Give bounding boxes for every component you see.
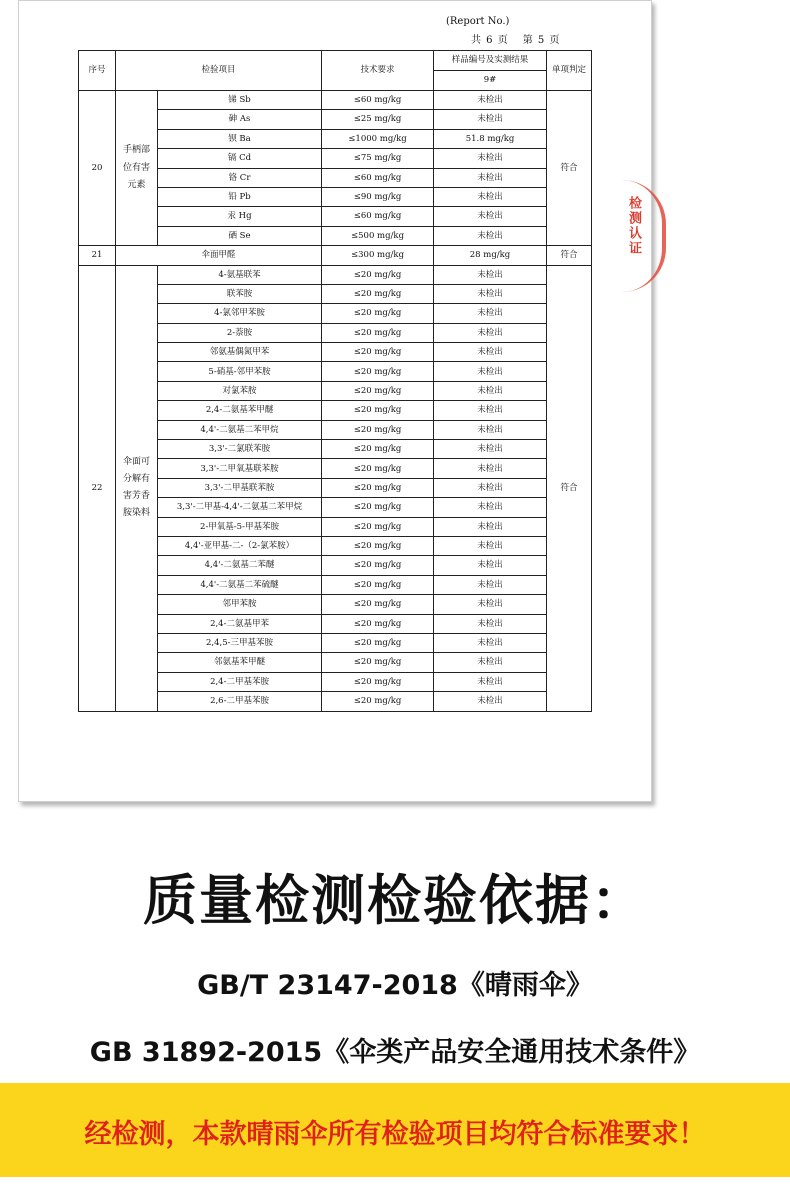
row-result: 未检出 [434, 633, 547, 652]
row-seq: 20 [79, 91, 116, 246]
row-requirement: ≤20 mg/kg [322, 692, 434, 711]
row-requirement: ≤20 mg/kg [322, 556, 434, 575]
standard-1: GB/T 23147-2018《晴雨伞》 [197, 970, 593, 1001]
page-headline: 质量检测检验依据： [143, 869, 647, 932]
row-item: 2-甲氧基-5-甲基苯胺 [158, 517, 322, 536]
row-result: 未检出 [434, 362, 547, 381]
row-item: 邻甲苯胺 [158, 595, 322, 614]
table-row [79, 91, 592, 110]
row-result: 未检出 [434, 653, 547, 672]
row-requirement: ≤20 mg/kg [322, 265, 434, 284]
row-requirement: ≤20 mg/kg [322, 595, 434, 614]
row-requirement: ≤20 mg/kg [322, 323, 434, 342]
inspection-table [78, 50, 592, 712]
row-requirement: ≤20 mg/kg [322, 362, 434, 381]
row-result: 未检出 [434, 556, 547, 575]
row-requirement: ≤60 mg/kg [322, 168, 434, 187]
row-item: 5-硝基-邻甲苯胺 [158, 362, 322, 381]
row-item: 4,4'-亚甲基-二-（2-氯苯胺） [158, 536, 322, 555]
row-item: 对氯苯胺 [158, 381, 322, 400]
row-result: 未检出 [434, 110, 547, 129]
row-requirement: ≤60 mg/kg [322, 91, 434, 110]
row-item: 2,4,5-三甲基苯胺 [158, 633, 322, 652]
row-requirement: ≤20 mg/kg [322, 536, 434, 555]
row-item: 4-氯邻甲苯胺 [158, 304, 322, 323]
row-seq: 22 [79, 265, 116, 711]
row-requirement: ≤20 mg/kg [322, 478, 434, 497]
header-requirement: 技术要求 [322, 51, 434, 91]
row-item: 4-氨基联苯 [158, 265, 322, 284]
row-result: 未检出 [434, 614, 547, 633]
row-requirement: ≤60 mg/kg [322, 207, 434, 226]
row-requirement: ≤20 mg/kg [322, 440, 434, 459]
row-item: 4,4'-二氨基二苯醚 [158, 556, 322, 575]
row-result: 未检出 [434, 304, 547, 323]
row-item: 3,3'-二甲基联苯胺 [158, 478, 322, 497]
row-requirement: ≤20 mg/kg [322, 343, 434, 362]
row-requirement: ≤20 mg/kg [322, 575, 434, 594]
conclusion-text: 经检测，本款晴雨伞所有检验项目均符合标准要求！ [84, 1119, 706, 1150]
row-category: 伞面可分解有害芳香胺染料 [116, 265, 158, 711]
row-result: 51.8 mg/kg [434, 129, 547, 148]
row-requirement: ≤20 mg/kg [322, 304, 434, 323]
row-requirement: ≤20 mg/kg [322, 672, 434, 691]
row-result: 28 mg/kg [434, 246, 547, 265]
row-item: 汞 Hg [158, 207, 322, 226]
report-number-label: (Report No.) [446, 16, 510, 27]
row-requirement: ≤90 mg/kg [322, 187, 434, 206]
row-result: 未检出 [434, 420, 547, 439]
row-item: 2,4-二氨基苯甲醚 [158, 401, 322, 420]
row-requirement: ≤20 mg/kg [322, 381, 434, 400]
row-requirement: ≤20 mg/kg [322, 401, 434, 420]
header-sample-no: 9# [434, 71, 547, 91]
header-verdict: 单项判定 [547, 51, 592, 91]
table-header-row [79, 51, 592, 71]
row-result: 未检出 [434, 692, 547, 711]
inspection-stamp [616, 180, 668, 300]
standard-2: GB 31892-2015《伞类产品安全通用技术条件》 [89, 1037, 701, 1068]
row-requirement: ≤300 mg/kg [322, 246, 434, 265]
row-result: 未检出 [434, 459, 547, 478]
total-pages: 共 6 页 [471, 35, 509, 46]
row-result: 未检出 [434, 323, 547, 342]
row-result: 未检出 [434, 187, 547, 206]
row-requirement: ≤20 mg/kg [322, 459, 434, 478]
row-requirement: ≤20 mg/kg [322, 498, 434, 517]
row-result: 未检出 [434, 168, 547, 187]
row-item: 钡 Ba [158, 129, 322, 148]
row-result: 未检出 [434, 284, 547, 303]
row-item: 4,4'-二氨基二苯硫醚 [158, 575, 322, 594]
row-item: 2,4-二氨基甲苯 [158, 614, 322, 633]
row-item: 镉 Cd [158, 149, 322, 168]
row-item: 3,3'-二氯联苯胺 [158, 440, 322, 459]
row-item: 硒 Se [158, 226, 322, 245]
row-result: 未检出 [434, 149, 547, 168]
row-requirement: ≤20 mg/kg [322, 653, 434, 672]
row-category: 手柄部位有害元素 [116, 91, 158, 246]
header-item: 检验项目 [116, 51, 322, 91]
stamp-text: 检测认证 [626, 196, 641, 256]
header-seq: 序号 [79, 51, 116, 91]
table-row [79, 265, 592, 284]
row-result: 未检出 [434, 498, 547, 517]
row-result: 未检出 [434, 343, 547, 362]
row-result: 未检出 [434, 517, 547, 536]
row-requirement: ≤20 mg/kg [322, 614, 434, 633]
row-requirement: ≤25 mg/kg [322, 110, 434, 129]
row-requirement: ≤20 mg/kg [322, 284, 434, 303]
row-item: 邻氨基苯甲醚 [158, 653, 322, 672]
row-result: 未检出 [434, 265, 547, 284]
table-row [79, 246, 592, 265]
row-item: 铅 Pb [158, 187, 322, 206]
row-item: 2,6-二甲基苯胺 [158, 692, 322, 711]
row-item: 2-萘胺 [158, 323, 322, 342]
row-requirement: ≤20 mg/kg [322, 633, 434, 652]
row-item: 锑 Sb [158, 91, 322, 110]
row-verdict: 符合 [547, 91, 592, 246]
row-verdict: 符合 [547, 265, 592, 711]
row-result: 未检出 [434, 401, 547, 420]
row-result: 未检出 [434, 226, 547, 245]
row-item: 2,4-二甲基苯胺 [158, 672, 322, 691]
row-item: 3,3'-二甲氧基联苯胺 [158, 459, 322, 478]
row-item: 铬 Cr [158, 168, 322, 187]
row-item: 邻氨基偶氮甲苯 [158, 343, 322, 362]
row-requirement: ≤500 mg/kg [322, 226, 434, 245]
row-requirement: ≤20 mg/kg [322, 420, 434, 439]
row-result: 未检出 [434, 440, 547, 459]
row-result: 未检出 [434, 91, 547, 110]
row-result: 未检出 [434, 536, 547, 555]
row-item: 3,3'-二甲基-4,4'-二氨基二苯甲烷 [158, 498, 322, 517]
row-item: 伞面甲醛 [116, 246, 322, 265]
row-result: 未检出 [434, 575, 547, 594]
page-indicator [471, 31, 574, 46]
row-item: 砷 As [158, 110, 322, 129]
row-result: 未检出 [434, 381, 547, 400]
row-requirement: ≤1000 mg/kg [322, 129, 434, 148]
row-result: 未检出 [434, 672, 547, 691]
row-result: 未检出 [434, 207, 547, 226]
row-requirement: ≤75 mg/kg [322, 149, 434, 168]
row-requirement: ≤20 mg/kg [322, 517, 434, 536]
row-result: 未检出 [434, 595, 547, 614]
header-sample: 样品编号及实测结果 [434, 51, 547, 71]
row-verdict: 符合 [547, 246, 592, 265]
row-item: 联苯胺 [158, 284, 322, 303]
row-seq: 21 [79, 246, 116, 265]
current-page: 第 5 页 [522, 35, 561, 46]
row-result: 未检出 [434, 478, 547, 497]
row-item: 4,4'-二氨基二苯甲烷 [158, 420, 322, 439]
